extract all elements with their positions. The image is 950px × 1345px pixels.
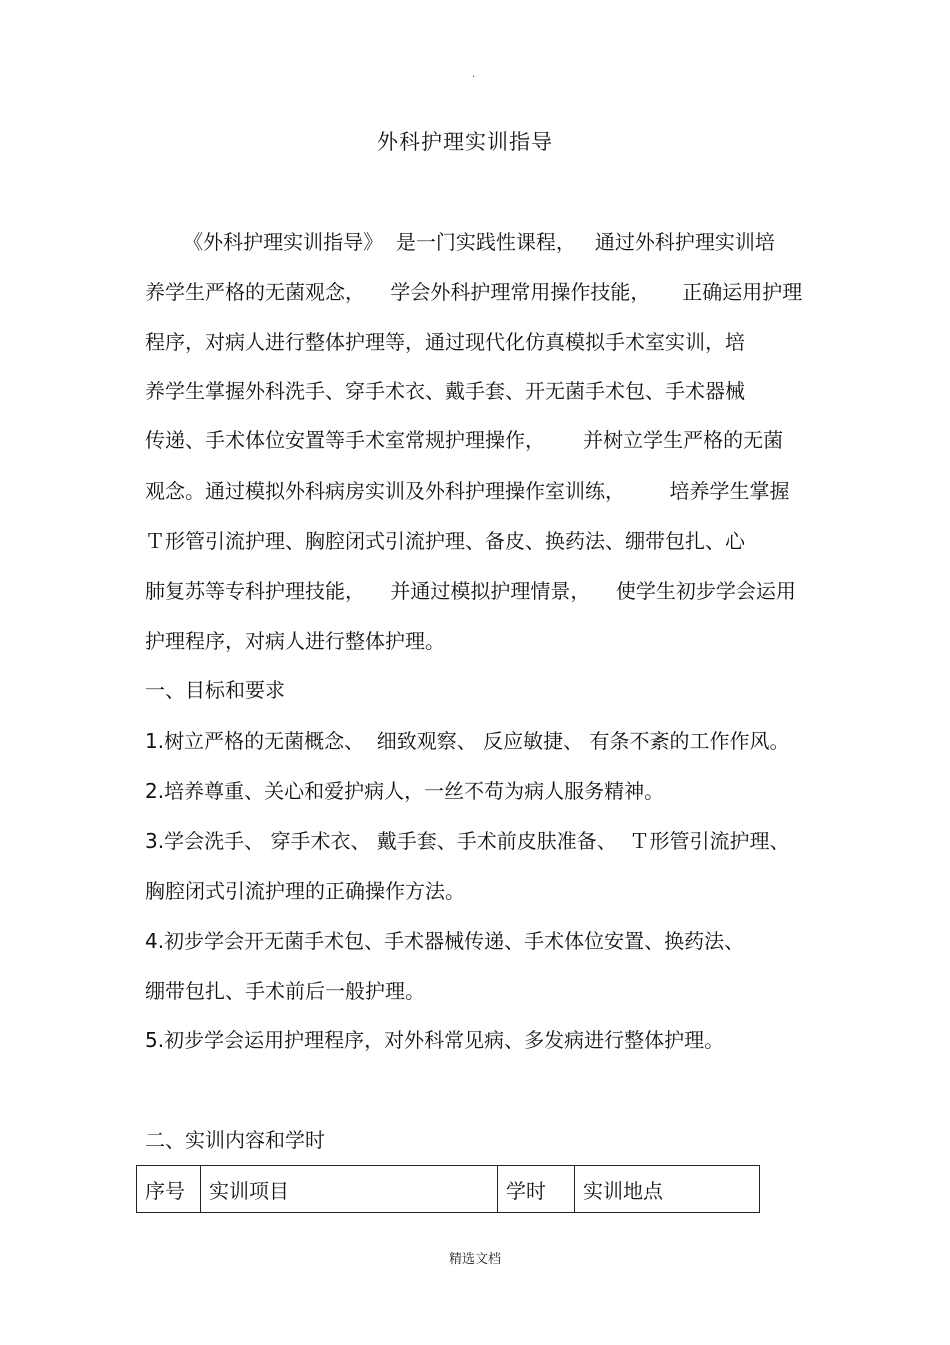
section-heading-content: 二、实训内容和学时 [145, 1128, 325, 1152]
intro-line: 养学生严格的无菌观念， 学会外科护理常用操作技能， 正确运用护理 [145, 280, 803, 304]
schedule-table [136, 1165, 760, 1213]
table-header-item: 实训项目 [201, 1166, 498, 1212]
table-header-hours: 学时 [498, 1166, 575, 1212]
document-title: 外科护理实训指导 [377, 130, 553, 154]
table-header-location: 实训地点 [583, 1178, 663, 1203]
intro-line: 程序，对病人进行整体护理等，通过现代化仿真模拟手术室实训，培 [145, 330, 745, 354]
intro-line: 肺复苏等专科护理技能， 并通过模拟护理情景， 使学生初步学会运用 [145, 579, 796, 603]
section-heading-goals: 一、目标和要求 [145, 678, 285, 702]
goal-line: 1.树立严格的无菌概念、 细致观察、 反应敏捷、 有条不紊的工作作风。 [145, 729, 790, 753]
goal-line: 3.学会洗手、 穿手术衣、 戴手套、手术前皮肤准备、 Ｔ形管引流护理、 [145, 829, 790, 853]
goal-line: 5.初步学会运用护理程序，对外科常见病、多发病进行整体护理。 [145, 1028, 725, 1052]
intro-line: 《外科护理实训指导》 是一门实践性课程， 通过外科护理实训培 [145, 230, 775, 254]
intro-line: 护理程序，对病人进行整体护理。 [145, 629, 445, 653]
intro-line: 传递、手术体位安置等手术室常规护理操作， 并树立学生严格的无菌 [145, 428, 784, 452]
goal-line: 胸腔闭式引流护理的正确操作方法。 [145, 879, 465, 903]
intro-line: 观念。通过模拟外科病房实训及外科护理操作室训练， 培养学生掌握 [145, 479, 790, 503]
header-dot: · [472, 72, 476, 83]
page-footer: 精选文档 [448, 1252, 501, 1267]
goal-line: 4.初步学会开无菌手术包、手术器械传递、手术体位安置、换药法、 [145, 929, 745, 953]
goal-line: 2.培养尊重、关心和爱护病人，一丝不苟为病人服务精神。 [145, 779, 665, 803]
table-header-index: 序号 [137, 1166, 201, 1212]
intro-line: 养学生掌握外科洗手、穿手术衣、戴手套、开无菌手术包、手术器械 [145, 379, 745, 403]
intro-line: Ｔ形管引流护理、胸腔闭式引流护理、备皮、换药法、绷带包扎、心 [145, 529, 745, 553]
goal-line: 绷带包扎、手术前后一般护理。 [145, 979, 425, 1003]
